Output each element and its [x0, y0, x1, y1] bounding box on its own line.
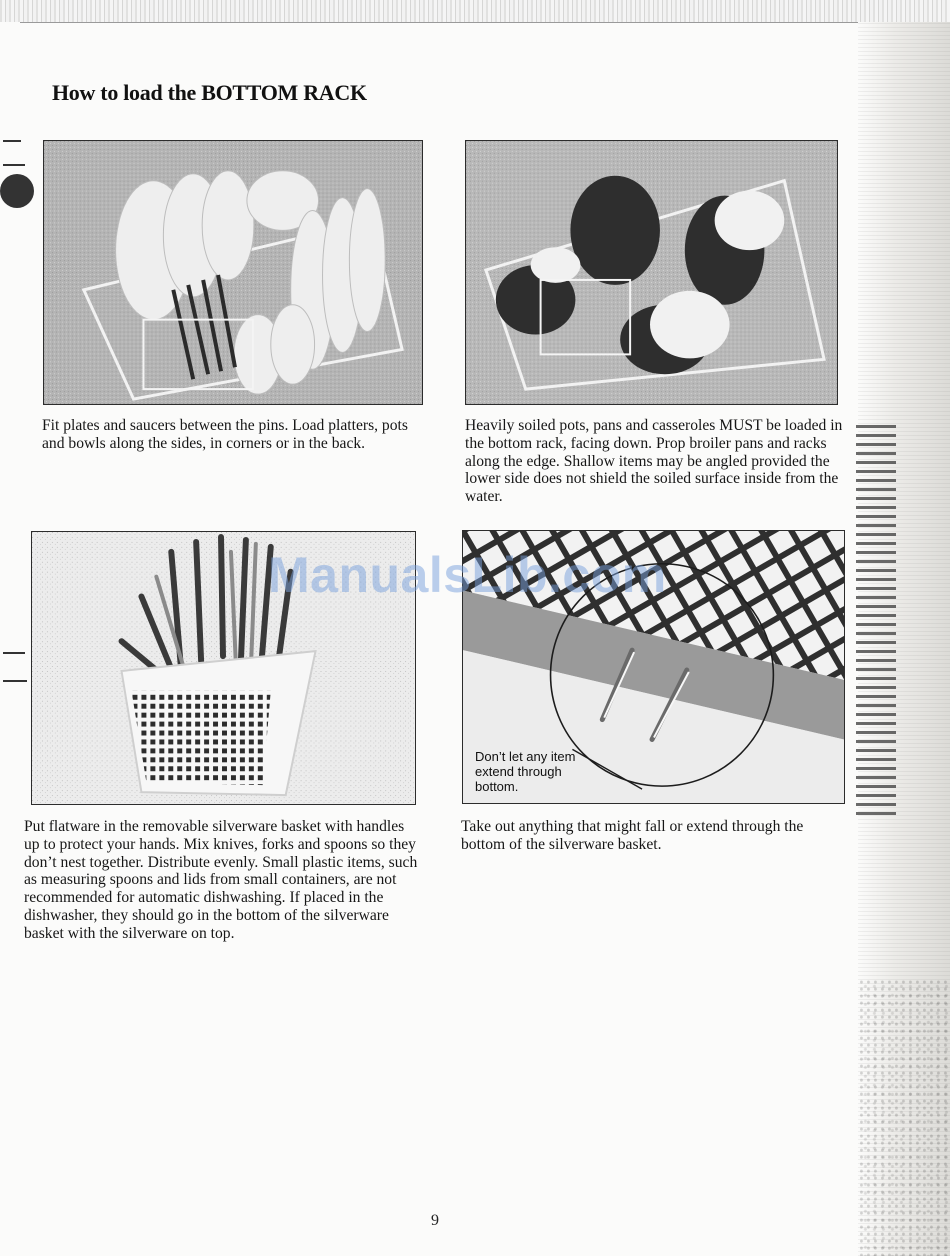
- scan-right-marks: [856, 425, 896, 815]
- scan-mark: [3, 140, 21, 142]
- top-rule: [20, 22, 860, 23]
- page-number: 9: [431, 1212, 439, 1229]
- pots-caption: Heavily soiled pots, pans and casseroles MUST be loaded in the bottom rack, facing down. Prop broiler pans and racks along the edge. Shallow items may be angled provided the lower side does not shield the soiled surface inside from the water.: [465, 417, 843, 506]
- plates-caption: Fit plates and saucers between the pins. Load platters, pots and bowls along the sides, in corners or in the back.: [42, 417, 408, 452]
- plates-in-rack-photo: [43, 140, 423, 405]
- scan-mark: [3, 652, 25, 654]
- page-title: How to load the BOTTOM RACK: [52, 80, 367, 105]
- watermark: ManualsLib.com: [268, 547, 667, 603]
- scan-mark: [3, 680, 27, 682]
- scan-noise: [860, 980, 950, 1256]
- scan-mark: [3, 164, 25, 166]
- silverware-caption: Put flatware in the removable silverware basket with handles up to protect your hands. Mix knives, forks and spoons so they don’t nest together. Distribute evenly. Small plastic items, such as measuring spoons and lids from small containers, are not recommended for automatic dishwashing. If placed in the dishwasher, they should go in the bottom of the silverware basket with the silverware on top.: [24, 818, 418, 942]
- binder-hole: [0, 174, 34, 208]
- basket-callout: Don’t let any item extend through bottom.: [475, 749, 576, 794]
- basket-bottom-caption: Take out anything that might fall or extend through the bottom of the silverware basket.: [461, 818, 804, 853]
- scan-top-edge: [0, 0, 950, 22]
- pots-pans-in-rack-photo: [465, 140, 838, 405]
